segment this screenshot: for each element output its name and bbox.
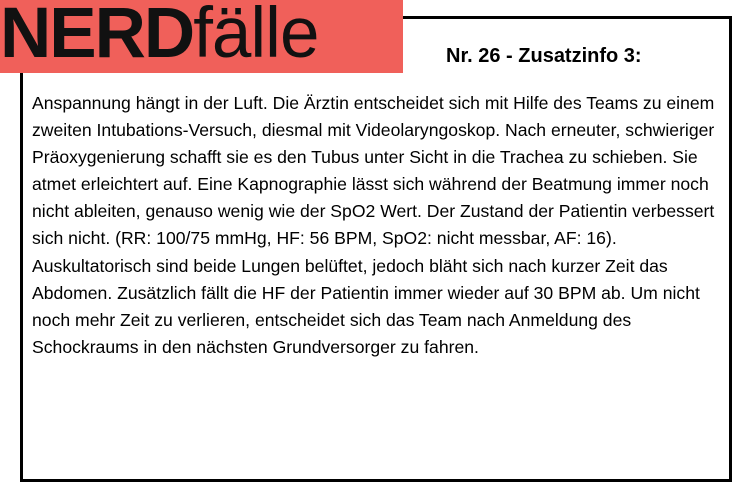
- logo-text-strong: NERD: [0, 0, 194, 73]
- logo-text: [0, 0, 318, 73]
- case-description: Anspannung hängt in der Luft. Die Ärztin entscheidet sich mit Hilfe des Teams zu einem zweiten Intubations-Versuch, diesmal mit Videolaryngoskop. Nach erneuter, schwieriger Präoxygenierung schafft sie es den Tubus unter Sicht in die Trachea zu schieben. Sie atmet erleichtert auf. Eine Kapnographie lässt sich während der Beatmung immer noch nicht ableiten, genauso wenig wie der SpO2 Wert. Der Zustand der Patientin verbessert sich nicht. (RR: 100/75 mmHg, HF: 56 BPM, SpO2: nicht messbar, AF: 16). Auskultatorisch sind beide Lungen belüftet, jedoch bläht sich nach kurzer Zeit das Abdomen. Zusätzlich fällt die HF der Patientin immer wieder auf 30 BPM ab. Um nicht noch mehr Zeit zu verlieren, entscheidet sich das Team nach Anmeldung des Schockraums in den nächsten Grundversorger zu fahren.: [32, 93, 715, 357]
- card-heading: Nr. 26 - Zusatzinfo 3:: [446, 45, 642, 67]
- nerdfaelle-logo: [0, 0, 403, 73]
- logo-text-light: fälle: [193, 0, 319, 73]
